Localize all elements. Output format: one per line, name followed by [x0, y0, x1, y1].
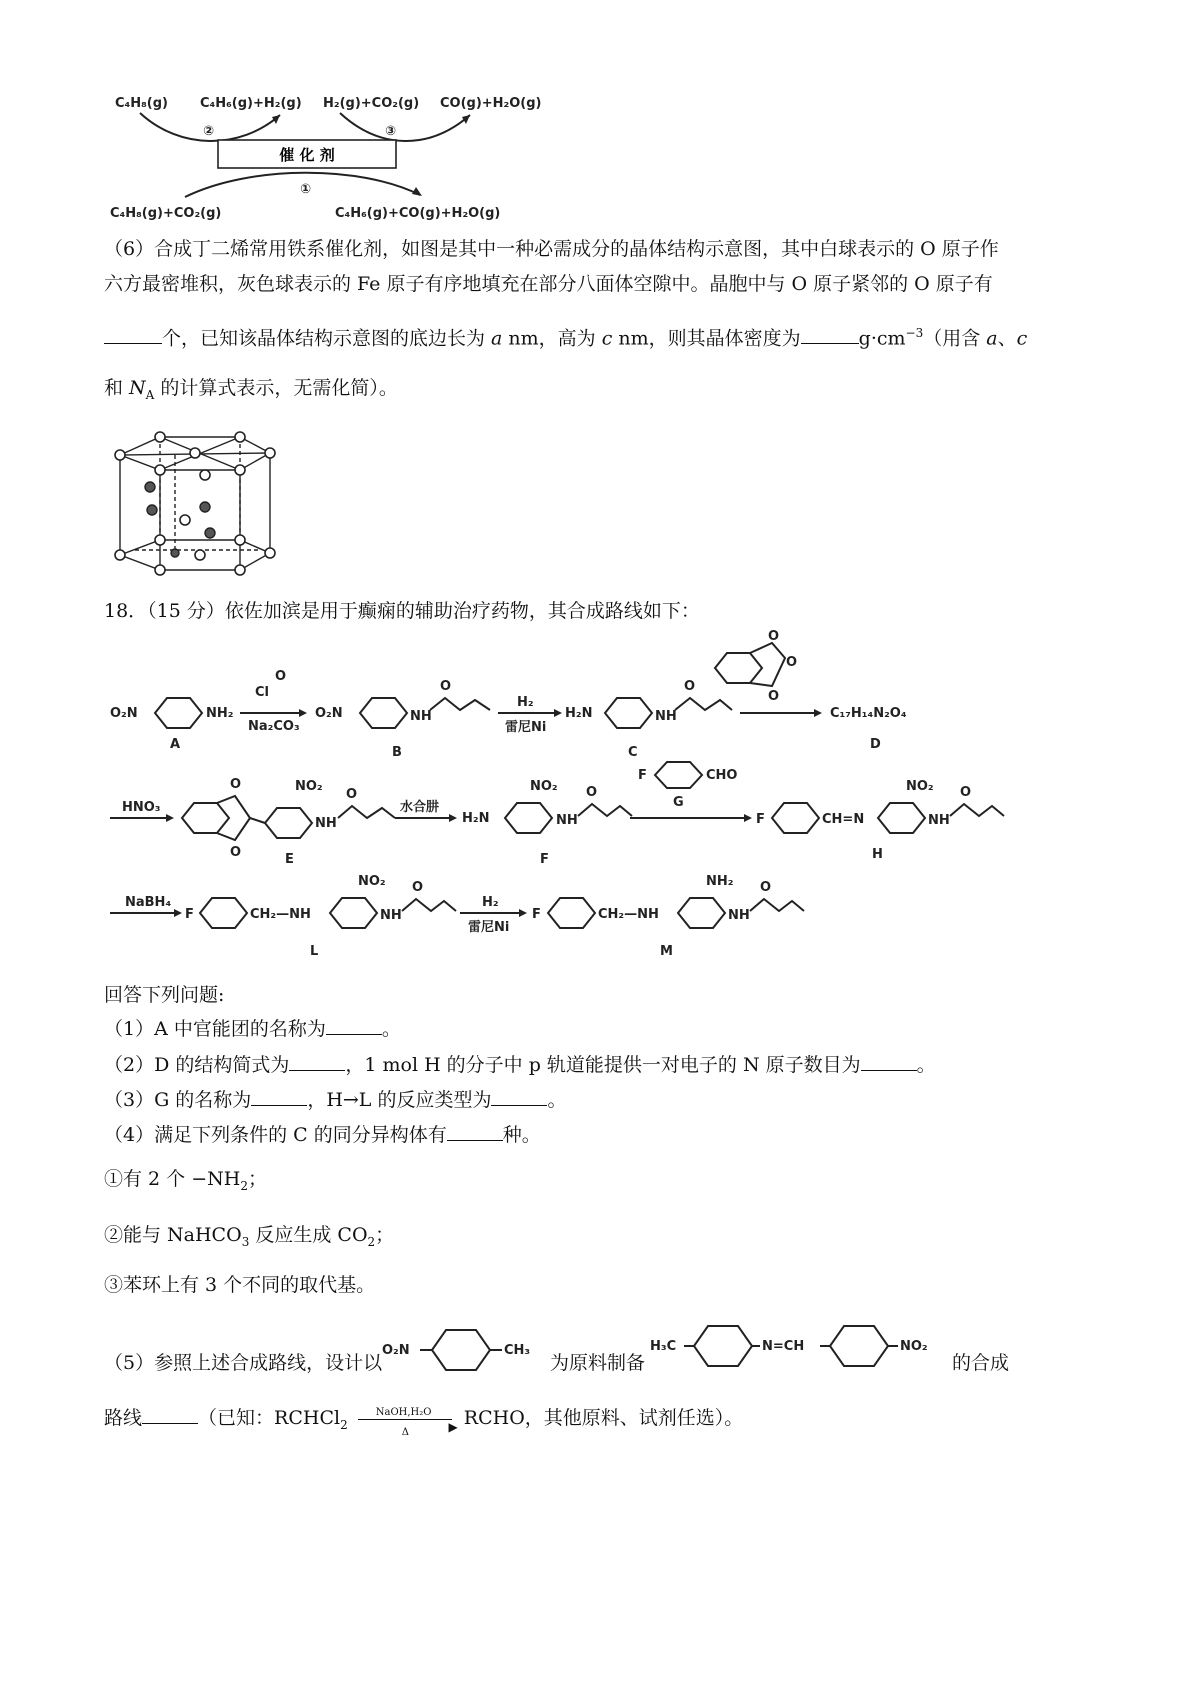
question-2: （2）D 的结构简式为 ，1 mol H 的分子中 p 轨道能提供一对电子的 N 原子数目为 。 — [104, 1054, 936, 1076]
reagent-arrow-4 — [395, 799, 457, 822]
svg-text:CHO: CHO — [706, 768, 738, 783]
svg-text:O: O — [760, 880, 772, 895]
answer-blank[interactable] — [491, 1087, 547, 1106]
scheme-r1: C₄H₈(g) — [115, 96, 168, 111]
svg-text:NH: NH — [410, 709, 432, 724]
question-5-text-c: 的合成 — [952, 1352, 1010, 1374]
svg-text:CH₂—NH: CH₂—NH — [250, 907, 311, 922]
svg-text:NH: NH — [556, 813, 578, 828]
svg-text:C: C — [628, 745, 638, 760]
svg-text:NaBH₄: NaBH₄ — [125, 895, 172, 910]
svg-text:O: O — [768, 629, 780, 644]
question-1: （1）A 中官能团的名称为 。 — [104, 1018, 401, 1040]
compound-c — [565, 679, 732, 760]
svg-text:H₂N: H₂N — [462, 811, 490, 826]
answer-blank[interactable] — [142, 1405, 198, 1424]
reaction-arrow: NaOH,H₂O ▶ Δ — [354, 1406, 458, 1432]
scheme-bottom-left: C₄H₈(g)+CO₂(g) — [110, 206, 222, 221]
question-3: （3）G 的名称为 ，H→L 的反应类型为 。 — [104, 1089, 567, 1111]
svg-text:O₂N: O₂N — [110, 706, 138, 721]
svg-text:O: O — [440, 679, 452, 694]
svg-text:F: F — [638, 768, 647, 783]
svg-text:NH₂: NH₂ — [706, 874, 734, 889]
svg-text:O: O — [684, 679, 696, 694]
scheme-r4: CO(g)+H₂O(g) — [440, 96, 542, 111]
svg-text:水合肼: 水合肼 — [400, 800, 440, 815]
svg-text:NO₂: NO₂ — [295, 779, 323, 794]
svg-text:O: O — [412, 880, 424, 895]
svg-text:F: F — [756, 812, 765, 827]
svg-text:NH: NH — [655, 709, 677, 724]
svg-text:O₂N: O₂N — [382, 1343, 410, 1358]
svg-text:O: O — [768, 689, 780, 704]
svg-text:A: A — [170, 737, 181, 752]
q6-line2: 六方最密堆积，灰色球表示的 Fe 原子有序地填充在部分八面体空隙中。晶胞中与 O 原子紧邻的 O 原子有 — [104, 273, 993, 295]
target-product-structure — [650, 1312, 950, 1382]
svg-text:O₂N: O₂N — [315, 706, 343, 721]
svg-text:雷尼Ni: 雷尼Ni — [505, 720, 547, 735]
reagent-g — [630, 762, 752, 822]
svg-text:NO₂: NO₂ — [358, 874, 386, 889]
svg-text:D: D — [870, 737, 881, 752]
scheme-r2: C₄H₆(g)+H₂(g) — [200, 96, 302, 111]
svg-text:HNO₃: HNO₃ — [122, 800, 161, 815]
reagent-arrow-3 — [110, 800, 174, 822]
svg-text:Na₂CO₃: Na₂CO₃ — [248, 719, 300, 734]
phthalic-anhydride — [715, 629, 822, 717]
svg-text:L: L — [310, 944, 319, 959]
q6-line4: 和 $N_A$ 的计算式表示，无需化简）。 — [104, 377, 398, 402]
svg-text:NH: NH — [928, 813, 950, 828]
svg-text:H₃C: H₃C — [650, 1339, 677, 1354]
starting-material-structure — [380, 1318, 550, 1378]
svg-text:F: F — [532, 907, 541, 922]
question-4: （4）满足下列条件的 C 的同分异构体有 种。 — [104, 1124, 541, 1146]
svg-text:Cl: Cl — [255, 685, 269, 700]
svg-text:CH₂—NH: CH₂—NH — [598, 907, 659, 922]
compound-d — [830, 706, 907, 752]
svg-text:雷尼Ni: 雷尼Ni — [468, 920, 510, 935]
svg-text:O: O — [346, 787, 358, 802]
answer-blank[interactable] — [447, 1122, 503, 1141]
answer-blank[interactable] — [289, 1052, 345, 1071]
step3-label: ③ — [385, 124, 397, 139]
compound-l — [185, 874, 456, 959]
q6-line1: （6）合成丁二烯常用铁系催化剂，如图是其中一种必需成分的晶体结构示意图，其中白球表示的 O 原子作 — [104, 238, 999, 260]
catalyst-cycle-diagram — [100, 85, 580, 235]
svg-text:O: O — [230, 845, 242, 860]
reagent-arrow-2 — [498, 695, 562, 735]
synthesis-route-diagram — [100, 628, 1100, 973]
svg-text:O: O — [230, 777, 242, 792]
arrow-step3 — [340, 113, 470, 141]
svg-text:F: F — [185, 907, 194, 922]
reagent-arrow-1 — [240, 669, 307, 734]
svg-text:O: O — [586, 785, 598, 800]
compound-m — [532, 874, 804, 959]
svg-text:F: F — [540, 852, 549, 867]
condition-3: ③苯环上有 3 个不同的取代基。 — [104, 1274, 376, 1296]
svg-text:G: G — [673, 795, 684, 810]
svg-text:C₁₇H₁₄N₂O₄: C₁₇H₁₄N₂O₄ — [830, 706, 907, 721]
q6-line3: 个，已知该晶体结构示意图的底边长为 a nm，高为 c nm，则其晶体密度为 $g\cdot cm^{-3}$（用含 a、c — [104, 320, 1027, 351]
svg-text:NH: NH — [315, 816, 337, 831]
svg-text:CH₃: CH₃ — [504, 1343, 531, 1358]
scheme-r3: H₂(g)+CO₂(g) — [323, 96, 420, 111]
compound-f — [462, 779, 632, 867]
answer-blank[interactable] — [104, 325, 162, 344]
step2-label: ② — [203, 124, 215, 139]
compound-h — [756, 779, 1004, 862]
answer-blank[interactable] — [801, 325, 859, 344]
svg-text:O: O — [960, 785, 972, 800]
question-5-line2: 路线 （已知：RCHCl$_2$ NaOH,H₂O ▶ Δ RCHO，其他原料、试剂任选）。 — [104, 1407, 744, 1438]
svg-text:H₂: H₂ — [482, 895, 499, 910]
svg-text:E: E — [285, 852, 294, 867]
step1-label: ① — [300, 182, 312, 197]
answer-blank[interactable] — [326, 1016, 382, 1035]
svg-text:NH: NH — [728, 908, 750, 923]
q18-title: 18．（15 分）依佐加滨是用于癫痫的辅助治疗药物，其合成路线如下： — [104, 600, 700, 622]
scheme-bottom-right: C₄H₆(g)+CO(g)+H₂O(g) — [335, 206, 501, 221]
svg-text:CH=N: CH=N — [822, 812, 865, 827]
svg-text:NH: NH — [380, 908, 402, 923]
svg-text:H: H — [872, 847, 883, 862]
svg-text:NO₂: NO₂ — [530, 779, 558, 794]
answer-blank[interactable] — [861, 1052, 917, 1071]
question-5-text-b: 为原料制备 — [550, 1352, 646, 1374]
question-5-text-a: （5）参照上述合成路线，设计以 — [104, 1352, 383, 1374]
reagent-arrow-5 — [110, 895, 182, 917]
compound-a — [110, 698, 233, 752]
catalyst-label: 催 化 剂 — [279, 146, 335, 164]
svg-text:B: B — [392, 745, 402, 760]
crystal-structure-diagram — [100, 425, 300, 585]
answer-blank[interactable] — [251, 1087, 307, 1106]
reagent-arrow-6 — [460, 895, 527, 935]
answer-intro: 回答下列问题: — [104, 984, 225, 1006]
svg-text:O: O — [275, 669, 287, 684]
condition-2: ②能与 NaHCO$_3$ 反应生成 $CO_2$； — [104, 1224, 395, 1249]
svg-text:M: M — [660, 944, 673, 959]
svg-text:H₂N: H₂N — [565, 706, 593, 721]
svg-text:H₂: H₂ — [517, 695, 534, 710]
compound-b — [315, 679, 490, 760]
svg-text:NH₂: NH₂ — [206, 706, 234, 721]
condition-1: ①有 2 个 $-NH_2$； — [104, 1168, 267, 1193]
svg-text:N=CH: N=CH — [762, 1339, 805, 1354]
svg-text:O: O — [786, 655, 798, 670]
svg-text:NO₂: NO₂ — [900, 1339, 928, 1354]
svg-text:NO₂: NO₂ — [906, 779, 934, 794]
compound-e — [182, 777, 395, 867]
